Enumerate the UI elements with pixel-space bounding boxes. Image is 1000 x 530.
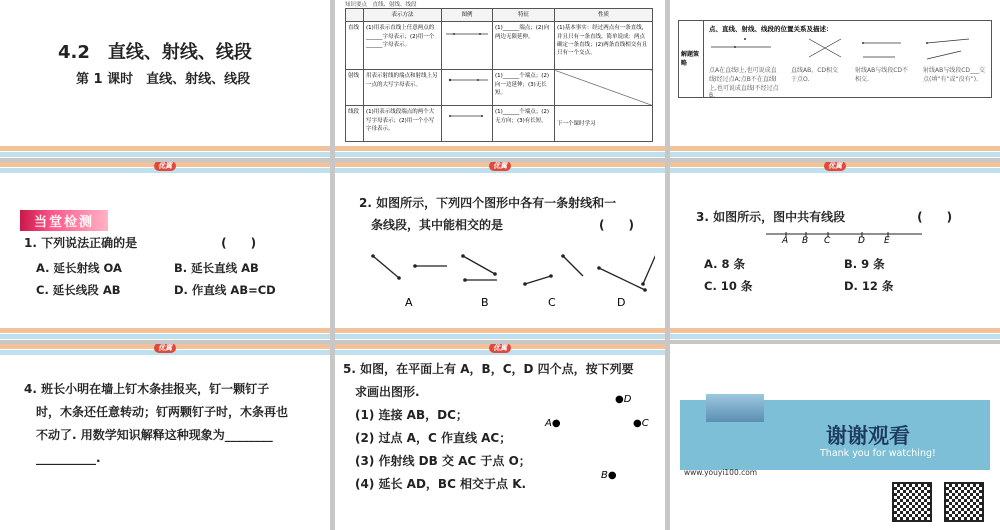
divider-bar <box>0 146 330 158</box>
youyi-logo: 优翼 <box>824 162 846 171</box>
photo-thumbnail <box>706 394 764 422</box>
question-3: 3. 如图所示，图中共有线段 ( ) <box>696 210 953 224</box>
option-a[interactable]: A. 延长射线 OA <box>36 261 122 275</box>
option-b[interactable]: B. 9 条 <box>844 257 885 271</box>
slide-question-1[interactable] <box>0 162 330 340</box>
knowledge-table: 表示方法 图例 特征 性质 直线 (1)用表示直线上任意两点的______字母表示；(2)用一个______字母表示。 (1)______端点；(2)向两边无限延伸。 (1)基本事实：经过两点有一条直线，并且只有一条直线，简单说成：两点确定一条直线；(2)两条直线相交有且只有一个交点。 射线 用表示射线的端点和射线上另一点的大写字母表示。 (1)______个端点；(2)向一边延伸；(3)无长短。 线段 (1)用表示线段端点的两个大写字母表示；(2)用一个小写字母表示。 (1)______个端点；(2)无方向；(3)有长短。 下一个课时学习 <box>345 8 653 142</box>
slide-question-3[interactable]: 优翼 3. 如图所示，图中共有线段 ( ) A B C D E A. 8 条 B. 9 条 C. 10 条 D. 12 条 <box>670 162 1000 340</box>
option-c[interactable]: C. 10 条 <box>704 279 753 293</box>
check-banner: 当堂检测 <box>20 210 108 231</box>
note-4: 射线AB与线段CD___交点(填“有”或“没有”). <box>923 67 986 83</box>
divider-bar <box>335 328 665 340</box>
question-2-line1: 2. 如图所示，下列四个图形中各有一条射线和一 <box>359 196 617 210</box>
question-2-line2: 条线段，其中能相交的是 ( ) <box>371 218 634 232</box>
divider-bar <box>670 146 1000 158</box>
table-header: 知识要点 直线、射线、线段 <box>345 2 417 8</box>
divider-bar <box>670 328 1000 340</box>
question-4-line3: 不动了. 用数学知识解释这种现象为________ <box>36 428 273 442</box>
step-1: (1) 连接 AB，DC； <box>355 408 468 422</box>
youyi-logo: 优翼 <box>154 162 176 171</box>
question-2-figures <box>355 250 655 300</box>
slide-question-4[interactable] <box>0 344 330 530</box>
top-bar <box>335 344 665 358</box>
point-b: B● <box>601 470 617 481</box>
slide-subtitle-text: 第 1 课时 直线、射线、线段 <box>76 72 251 87</box>
question-4-line4: __________. <box>36 451 101 465</box>
step-3: (3) 作射线 DB 交 AC 于点 O； <box>355 454 531 468</box>
slide-title[interactable] <box>0 0 330 158</box>
strategy-figures <box>705 33 995 63</box>
slide-knowledge-table[interactable] <box>335 0 665 158</box>
step-2: (2) 过点 A，C 作直线 AC； <box>355 431 512 445</box>
line-figure <box>444 24 490 44</box>
option-c[interactable]: C. 延长线段 AB <box>36 283 121 297</box>
youyi-logo: 优翼 <box>154 344 176 353</box>
top-bar <box>0 162 330 176</box>
divider-bar <box>0 328 330 340</box>
fig-label-d: D <box>617 296 626 309</box>
point-c: ●C <box>633 418 649 429</box>
note-3: 射线AB与线段CD不相交. <box>855 67 909 83</box>
slide-strategy[interactable] <box>670 0 1000 158</box>
question-4-line1: 4. 班长小明在墙上钉木条挂报夹，钉一颗钉子 <box>24 382 270 396</box>
step-4: (4) 延长 AD，BC 相交于点 K. <box>355 477 527 491</box>
question-5-line1: 5. 如图，在平面上有 A，B，C，D 四个点，按下列要 <box>343 362 634 376</box>
question-4-line2: 时，木条还任意转动；钉两颗钉子时，木条再也 <box>36 405 289 419</box>
diagonal-cell <box>555 70 653 106</box>
strategy-heading: 点、直线、射线、线段的位置关系及描述： <box>709 25 833 33</box>
thanks-en: Thank you for watching! <box>820 448 936 459</box>
side-label: 解题策略 <box>681 51 700 67</box>
slide-question-2[interactable] <box>335 162 665 340</box>
option-d[interactable]: D. 作直线 AB=CD <box>174 283 276 297</box>
option-d[interactable]: D. 12 条 <box>844 279 894 293</box>
slide-title-text: 4.2 直线、射线、线段 <box>58 42 252 63</box>
top-bar <box>670 162 1000 176</box>
fig-label-a: A <box>405 296 413 309</box>
strategy-box <box>678 20 992 98</box>
question-1: 1. 下列说法正确的是 ( ) <box>24 236 257 250</box>
note-2: 直线AB、CD相交于点O. <box>791 67 839 83</box>
slide-thanks[interactable] <box>670 344 1000 530</box>
point-a: A● <box>545 418 561 429</box>
question-5-line2: 求画出图形. <box>355 385 420 399</box>
ray-figure <box>444 72 490 88</box>
fig-label-c: C <box>548 296 556 309</box>
thanks-banner <box>680 400 990 470</box>
slide-question-5[interactable] <box>335 344 665 530</box>
qr-code-1 <box>892 482 932 522</box>
divider-bar <box>335 146 665 158</box>
segment-figure <box>444 108 490 124</box>
top-bar <box>335 162 665 176</box>
youyi-logo: 优翼 <box>489 344 511 353</box>
thanks-text: 谢谢观看 <box>826 424 910 448</box>
youyi-logo: 优翼 <box>489 162 511 171</box>
qr-code-2 <box>944 482 984 522</box>
website-link[interactable]: www.youyi100.com <box>684 468 758 477</box>
fig-label-b: B <box>481 296 489 309</box>
top-bar <box>0 344 330 358</box>
point-d: ●D <box>615 394 632 405</box>
option-b[interactable]: B. 延长直线 AB <box>174 261 259 275</box>
option-a[interactable]: A. 8 条 <box>704 257 745 271</box>
note-1: 点A在直线l上,也可说成直线l经过点A;点B不在直线l上,也可说成直线l不经过点B. <box>709 67 779 99</box>
